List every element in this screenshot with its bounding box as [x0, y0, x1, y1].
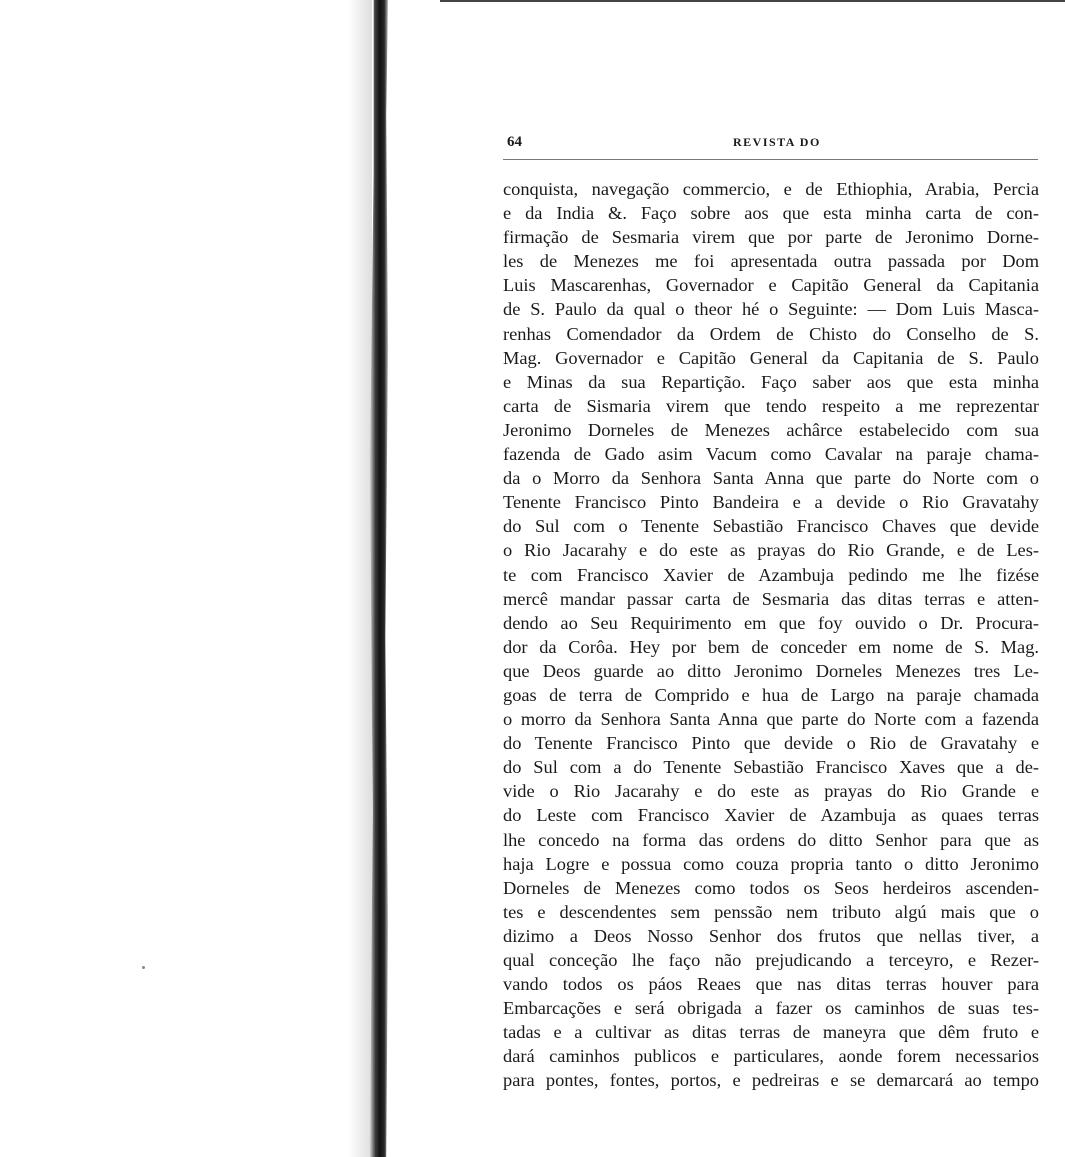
- text-line: conquista, navegação commercio, e de Ethiophia, Arabia, Percia: [503, 179, 1039, 199]
- text-line: te com Francisco Xavier de Azambuja pedindo me lhe fizése: [503, 564, 1039, 585]
- text-line: Tenente Francisco Pinto Bandeira e a devide o Rio Gravatahy: [503, 492, 1039, 513]
- text-line: mercê mandar passar carta de Sesmaria das ditas terras e atten-: [503, 588, 1039, 609]
- book-spine-edge: [370, 0, 388, 1157]
- body-text: [503, 177, 1039, 1093]
- text-line: dizimo a Deos Nosso Senhor dos frutos que nellas tiver, a: [503, 925, 1039, 946]
- text-line: e Minas da sua Repartição. Faço saber aos que esta minha: [503, 371, 1039, 392]
- text-line: o Rio Jacarahy e do este as prayas do Rio Grande, e de Les-: [503, 540, 1039, 561]
- text-line: para pontes, fontes, portos, e pedreiras e se demarcará ao tempo: [503, 1070, 1039, 1091]
- text-line: Mag. Governador e Capitão General da Capitania de S. Paulo: [503, 347, 1039, 368]
- text-line: vide o Rio Jacarahy e do este as prayas do Rio Grande e: [503, 781, 1039, 802]
- text-line: dor da Corôa. Hey por bem de conceder em nome de S. Mag.: [503, 636, 1039, 657]
- text-line: o morro da Senhora Santa Anna que parte do Norte com a fazenda: [503, 709, 1039, 730]
- text-line: fazenda de Gado asim Vacum como Cavalar na paraje chama-: [503, 444, 1039, 465]
- text-line: do Leste com Francisco Xavier de Azambuja as quaes terras: [503, 805, 1039, 826]
- gutter-shadow: [348, 0, 372, 1157]
- text-line: renhas Comendador da Ordem de Chisto do Conselho de S.: [503, 323, 1039, 344]
- text-line: dendo ao Seu Requirimento em que foy ouvido o Dr. Procura-: [503, 612, 1039, 633]
- text-line: Embarcações e será obrigada a fazer os caminhos de suas tes-: [503, 998, 1039, 1019]
- binding-gutter: [348, 0, 394, 1157]
- text-line: que Deos guarde ao ditto Jeronimo Dorneles Menezes tres Le-: [503, 660, 1039, 681]
- text-line: lhe concedo na forma das ordens do ditto Senhor para que as: [503, 829, 1039, 850]
- text-line: tes e descendentes sem penssão nem tributo algú mais que o: [503, 901, 1039, 922]
- text-line: les de Menezes me foi apresentada outra passada por Dom: [503, 251, 1039, 272]
- text-line: haja Logre e possua como couza propria tanto o ditto Jeronimo: [503, 853, 1039, 874]
- text-line: Jeronimo Dorneles de Menezes achârce estabelecido com sua: [503, 419, 1039, 440]
- text-line: da o Morro da Senhora Santa Anna que parte do Norte com o: [503, 468, 1039, 489]
- text-line: Luis Mascarenhas, Governador e Capitão General da Capitania: [503, 275, 1039, 296]
- text-line: goas de terra de Comprido e hua de Largo na paraje chamada: [503, 684, 1039, 705]
- text-line: do Sul com o Tenente Sebastião Francisco Chaves que devide: [503, 516, 1039, 537]
- text-line: vando todos os páos Reaes que nas ditas terras houver para: [503, 974, 1039, 995]
- text-line: tadas e a cultivar as ditas terras de maneyra que dêm fruto e: [503, 1022, 1039, 1043]
- running-head: [503, 134, 1038, 156]
- text-line: carta de Sismaria virem que tendo respeito a me reprezentar: [503, 395, 1039, 416]
- text-line: e da India &. Faço sobre aos que esta minha carta de con-: [503, 203, 1039, 224]
- text-line: do Sul com a do Tenente Sebastião Francisco Xaves que a de-: [503, 757, 1039, 778]
- text-line: firmação de Sesmaria virem que por parte de Jeronimo Dorne-: [503, 227, 1039, 248]
- page-top-edge: [440, 0, 1065, 2]
- text-line: qual conceção lhe faço não prejudicando a terceyro, e Rezer-: [503, 950, 1039, 970]
- text-line: de S. Paulo da qual o theor hé o Seguinte: — Dom Luis Masca-: [503, 299, 1039, 320]
- paper-speck: [142, 966, 145, 969]
- running-title: REVISTA DO: [733, 135, 821, 149]
- text-line: Dorneles de Menezes como todos os Seos herdeiros ascenden-: [503, 877, 1039, 898]
- page-number: 64: [507, 134, 522, 150]
- header-rule: [503, 159, 1038, 160]
- text-line: dará caminhos publicos e particulares, aonde forem necessarios: [503, 1046, 1039, 1067]
- text-line: do Tenente Francisco Pinto que devide o Rio de Gravatahy e: [503, 733, 1039, 754]
